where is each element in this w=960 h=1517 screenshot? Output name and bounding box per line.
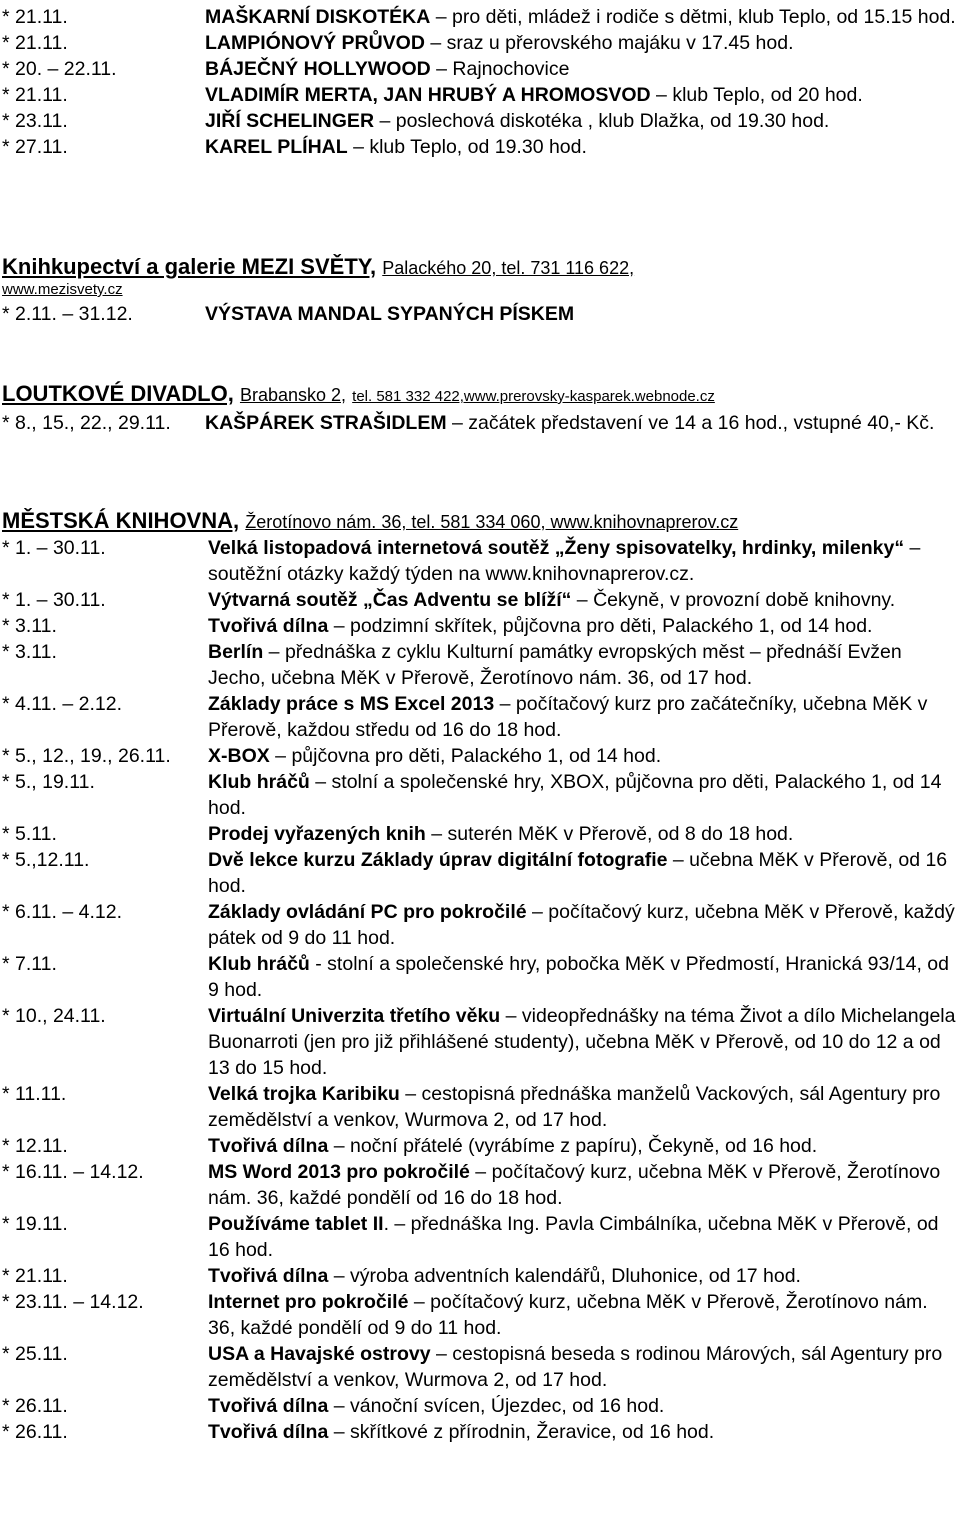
event-row <box>0 4 960 30</box>
event-date: * 21.11. <box>2 84 68 106</box>
event-title: Prodej vyřazených knih <box>208 823 426 845</box>
event-title: Internet pro pokročilé <box>208 1291 409 1313</box>
event-date: * 16.11. – 14.12. <box>2 1161 144 1183</box>
event-text: MS Word 2013 pro pokročilé – počítačový kurz, učebna MěK v Přerově, Žerotínovo nám. 36, každé pondělí od 16 do 18 hod. <box>208 1161 941 1209</box>
event-title: KAREL PLÍHAL <box>205 136 348 158</box>
event-text: Velká listopadová internetová soutěž „Ženy spisovatelky, hrdinky, milenky“ – soutěžní otázky každý týden na www.knihovnaprerov.cz. <box>208 537 921 585</box>
event-row <box>0 769 960 821</box>
event-text: Velká trojka Karibiku – cestopisná přednáška manželů Vackových, sál Agentury pro zemědělství a venkov, Wurmova 2, od 17 hod. <box>208 1083 941 1131</box>
venue-address: Brabansko 2, <box>239 385 347 405</box>
event-text: Internet pro pokročilé – počítačový kurz, učebna MěK v Přerově, Žerotínovo nám. 36, každé pondělí od 9 do 11 hod. <box>208 1291 928 1339</box>
event-title: Berlín <box>208 641 264 663</box>
event-text: Prodej vyřazených knih – suterén MěK v Přerově, od 8 do 18 hod. <box>208 823 794 845</box>
event-date: * 20. – 22.11. <box>2 58 117 80</box>
event-date: * 21.11. <box>2 1265 68 1287</box>
event-date: * 19.11. <box>2 1213 68 1235</box>
event-row <box>0 639 960 691</box>
event-title: Tvořivá dílna <box>208 615 329 637</box>
event-date: * 10., 24.11. <box>2 1005 106 1027</box>
event-date: * 5., 19.11. <box>2 771 95 793</box>
event-text: X-BOX – půjčovna pro děti, Palackého 1, od 14 hod. <box>208 745 662 767</box>
event-description: noční přátelé (vyrábíme z papíru), Čekyně, od 16 hod. <box>349 1135 818 1157</box>
event-text: Dvě lekce kurzu Základy úprav digitální fotografie – učebna MěK v Přerově, od 16 hod. <box>208 849 948 897</box>
event-row <box>0 82 960 108</box>
event-row <box>0 821 960 847</box>
event-row <box>0 134 960 160</box>
venue-info: Palackého 20, tel. 731 116 622, <box>382 258 635 278</box>
event-title: MS Word 2013 pro pokročilé <box>208 1161 470 1183</box>
event-description: počítačový kurz, učebna MěK v Přerově, Žerotínovo nám. 36, každé pondělí od 16 do 18 hod. <box>208 1161 941 1209</box>
event-row <box>0 108 960 134</box>
event-date: * 6.11. – 4.12. <box>2 901 122 923</box>
event-description: vánoční svícen, Újezdec, od 16 hod. <box>349 1395 665 1417</box>
event-date: * 1. – 30.11. <box>2 537 106 559</box>
event-text: Klub hráčů – stolní a společenské hry, XBOX, půjčovna pro děti, Palackého 1, od 14 hod. <box>208 771 942 819</box>
event-title: Základy práce s MS Excel 2013 <box>208 693 495 715</box>
event-text: Virtuální Univerzita třetího věku – videopřednášky na téma Život a dílo Michelangela Buonarroti (jen pro již přihlášené studenty), učebna MěK v Přerově, od 10 do 12 a od 13 do 15 hod. <box>208 1005 956 1079</box>
event-row <box>0 535 960 587</box>
venue-name: MĚSTSKÁ KNIHOVNA, <box>2 508 240 533</box>
event-date: * 23.11. – 14.12. <box>2 1291 144 1313</box>
venue-name: Knihkupectví a galerie MEZI SVĚTY, <box>2 254 377 279</box>
event-text: Základy práce s MS Excel 2013 – počítačový kurz pro začátečníky, učebna MěK v Přerově, každou středu od 16 do 18 hod. <box>208 693 928 741</box>
event-description: pro děti, mládež i rodiče s dětmi, klub Teplo, od 15.15 hod. <box>452 6 956 28</box>
library-section <box>0 508 960 1445</box>
event-title: Velká trojka Karibiku <box>208 1083 400 1105</box>
event-date: * 12.11. <box>2 1135 68 1157</box>
event-list <box>0 4 960 160</box>
events-section <box>0 4 960 160</box>
event-title: Klub hráčů <box>208 771 310 793</box>
event-text <box>205 301 960 327</box>
event-title: Tvořivá dílna <box>208 1265 329 1287</box>
event-text: MAŠKARNÍ DISKOTÉKA – pro děti, mládež i rodiče s dětmi, klub Teplo, od 15.15 hod. <box>205 6 956 28</box>
event-description: Čekyně, v provozní době knihovny. <box>593 589 896 611</box>
event-title: USA a Havajské ostrovy <box>208 1343 431 1365</box>
venue-heading <box>0 508 960 535</box>
event-text <box>208 951 960 1003</box>
event-date: * 4.11. – 2.12. <box>2 693 122 715</box>
event-row <box>0 30 960 56</box>
event-date: * 3.11. <box>2 615 57 637</box>
event-text: KAŠPÁREK STRAŠIDLEM – začátek představení ve 14 a 16 hod., vstupné 40,- Kč. <box>205 412 935 434</box>
event-date: * 25.11. <box>2 1343 68 1365</box>
venue-heading <box>0 381 960 410</box>
event-list <box>0 301 960 327</box>
event-row <box>0 410 960 436</box>
event-description: skřítkové z přírodnin, Žeravice, od 16 hod. <box>349 1421 715 1443</box>
event-row <box>0 847 960 899</box>
event-date: * 3.11. <box>2 641 57 663</box>
event-description: klub Teplo, od 19.30 hod. <box>369 136 587 158</box>
event-row <box>0 301 960 327</box>
event-row <box>0 1211 960 1263</box>
event-description: poslechová diskotéka , klub Dlažka, od 19.30 hod. <box>395 110 830 132</box>
event-text: LAMPIÓNOVÝ PRŮVOD – sraz u přerovského majáku v 17.45 hod. <box>205 32 794 54</box>
event-date: * 11.11. <box>2 1083 67 1105</box>
event-description: suterén MěK v Přerově, od 8 do 18 hod. <box>447 823 794 845</box>
event-title: Výtvarná soutěž „Čas Adventu se blíží“ <box>208 589 572 611</box>
event-row <box>0 691 960 743</box>
event-text: Berlín – přednáška z cyklu Kulturní památky evropských měst – přednáší Evžen Jecho, učebna MěK v Přerově, Žerotínovo nám. 36, od 17 hod. <box>208 641 902 689</box>
event-list <box>0 410 960 436</box>
event-text: Tvořivá dílna – vánoční svícen, Újezdec, od 16 hod. <box>208 1395 665 1417</box>
event-title: Klub hráčů <box>208 953 310 975</box>
event-description: Rajnochovice <box>452 58 570 80</box>
event-title: MAŠKARNÍ DISKOTÉKA <box>205 6 431 28</box>
event-row <box>0 899 960 951</box>
event-text: Tvořivá dílna – skřítkové z přírodnin, Žeravice, od 16 hod. <box>208 1421 715 1443</box>
event-row <box>0 1263 960 1289</box>
event-row <box>0 1081 960 1133</box>
bookstore-section <box>0 254 960 327</box>
event-text: KAREL PLÍHAL – klub Teplo, od 19.30 hod. <box>205 136 587 158</box>
event-date: * 21.11. <box>2 6 68 28</box>
event-text: Tvořivá dílna – podzimní skřítek, půjčovna pro děti, Palackého 1, od 14 hod. <box>208 615 873 637</box>
event-text <box>208 1211 960 1263</box>
event-text: VLADIMÍR MERTA, JAN HRUBÝ A HROMOSVOD – klub Teplo, od 20 hod. <box>205 84 863 106</box>
event-title: Používáme tablet II <box>208 1213 384 1235</box>
venue-info: Žerotínovo nám. 36, tel. 581 334 060, www.knihovnaprerov.cz <box>245 512 739 532</box>
event-date: * 26.11. <box>2 1395 68 1417</box>
event-description: počítačový kurz pro začátečníky, učebna MěK v Přerově, každou středu od 16 do 18 hod. <box>208 693 928 741</box>
event-list <box>0 535 960 1445</box>
event-description: soutěžní otázky každý týden na www.knihovnaprerov.cz. <box>208 563 695 585</box>
event-title: BÁJEČNÝ HOLLYWOOD <box>205 58 431 80</box>
event-row <box>0 613 960 639</box>
puppet-theatre-section <box>0 381 960 436</box>
event-row <box>0 1003 960 1081</box>
event-row <box>0 743 960 769</box>
event-description: půjčovna pro děti, Palackého 1, od 14 hod. <box>291 745 662 767</box>
event-title: LAMPIÓNOVÝ PRŮVOD <box>205 32 425 54</box>
event-description: začátek představení ve 14 a 16 hod., vstupné 40,- Kč. <box>468 412 935 434</box>
event-title: Tvořivá dílna <box>208 1395 329 1417</box>
event-title: VÝSTAVA MANDAL SYPANÝCH PÍSKEM <box>205 303 575 325</box>
event-date: * 21.11. <box>2 32 68 54</box>
event-title: VLADIMÍR MERTA, JAN HRUBÝ A HROMOSVOD <box>205 84 651 106</box>
venue-website-link[interactable]: www.mezisvety.cz <box>2 281 123 298</box>
event-title: JIŘÍ SCHELINGER <box>205 110 375 132</box>
event-description: cestopisná beseda s rodinou Márových, sál Agentury pro zemědělství a venkov, Wurmova 2, od 17 hod. <box>208 1343 943 1391</box>
event-date: * 26.11. <box>2 1421 68 1443</box>
venue-info: tel. 581 332 422,www.prerovsky-kasparek.webnode.cz <box>352 388 715 405</box>
event-description: stolní a společenské hry, XBOX, půjčovna pro děti, Palackého 1, od 14 hod. <box>208 771 942 819</box>
event-title: Tvořivá dílna <box>208 1421 329 1443</box>
event-row <box>0 587 960 613</box>
event-date: * 8., 15., 22., 29.11. <box>2 412 171 434</box>
event-date: * 7.11. <box>2 953 57 975</box>
event-title: X-BOX <box>208 745 270 767</box>
event-date: * 27.11. <box>2 136 68 158</box>
venue-name: LOUTKOVÉ DIVADLO, <box>2 381 234 406</box>
event-description: učebna MěK v Přerově, od 16 hod. <box>208 849 948 897</box>
event-row <box>0 1341 960 1393</box>
event-row <box>0 951 960 1003</box>
event-description: podzimní skřítek, půjčovna pro děti, Palackého 1, od 14 hod. <box>349 615 873 637</box>
event-row <box>0 1419 960 1445</box>
event-text: Tvořivá dílna – noční přátelé (vyrábíme z papíru), Čekyně, od 16 hod. <box>208 1135 818 1157</box>
event-description: výroba adventních kalendářů, Dluhonice, od 17 hod. <box>349 1265 801 1287</box>
event-title: Dvě lekce kurzu Základy úprav digitální fotografie <box>208 849 668 871</box>
event-title: KAŠPÁREK STRAŠIDLEM <box>205 412 447 434</box>
event-description: cestopisná přednáška manželů Vackových, sál Agentury pro zemědělství a venkov, Wurmova 2, od 17 hod. <box>208 1083 941 1131</box>
event-date: * 5., 12., 19., 26.11. <box>2 745 171 767</box>
event-text: Výtvarná soutěž „Čas Adventu se blíží“ – Čekyně, v provozní době knihovny. <box>208 589 896 611</box>
event-date: * 5.,12.11. <box>2 849 90 871</box>
event-date: * 1. – 30.11. <box>2 589 106 611</box>
event-date: * 2.11. – 31.12. <box>2 303 133 325</box>
event-text: Tvořivá dílna – výroba adventních kalendářů, Dluhonice, od 17 hod. <box>208 1265 801 1287</box>
event-description: sraz u přerovského majáku v 17.45 hod. <box>446 32 794 54</box>
event-description: . – přednáška Ing. Pavla Cimbálníka, učebna MěK v Přerově, od 16 hod. <box>208 1213 939 1261</box>
event-description: přednáška z cyklu Kulturní památky evropských měst – přednáší Evžen Jecho, učebna MěK v Přerově, Žerotínovo nám. 36, od 17 hod. <box>208 641 902 689</box>
event-date: * 23.11. <box>2 110 68 132</box>
event-title: Velká listopadová internetová soutěž „Ženy spisovatelky, hrdinky, milenky“ <box>208 537 905 559</box>
event-text: USA a Havajské ostrovy – cestopisná beseda s rodinou Márových, sál Agentury pro zemědělství a venkov, Wurmova 2, od 17 hod. <box>208 1343 943 1391</box>
event-row <box>0 1133 960 1159</box>
event-date: * 5.11. <box>2 823 57 845</box>
event-row <box>0 1393 960 1419</box>
event-title: Tvořivá dílna <box>208 1135 329 1157</box>
event-text: Základy ovládání PC pro pokročilé – počítačový kurz, učebna MěK v Přerově, každý pátek od 9 do 11 hod. <box>208 901 955 949</box>
event-description: videopřednášky na téma Život a dílo Michelangela Buonarroti (jen pro již přihlášené studenty), učebna MěK v Přerově, od 10 do 12 a od 13 do 15 hod. <box>208 1005 956 1079</box>
event-description: počítačový kurz, učebna MěK v Přerově, každý pátek od 9 do 11 hod. <box>208 901 955 949</box>
event-title: Virtuální Univerzita třetího věku <box>208 1005 501 1027</box>
venue-heading <box>0 254 960 281</box>
event-description: počítačový kurz, učebna MěK v Přerově, Žerotínovo nám. 36, každé pondělí od 9 do 11 hod. <box>208 1291 928 1339</box>
event-title: Základy ovládání PC pro pokročilé <box>208 901 527 923</box>
event-row <box>0 1159 960 1211</box>
event-description: klub Teplo, od 20 hod. <box>672 84 863 106</box>
event-text: JIŘÍ SCHELINGER – poslechová diskotéka , klub Dlažka, od 19.30 hod. <box>205 110 830 132</box>
event-row <box>0 1289 960 1341</box>
event-row <box>0 56 960 82</box>
event-text: BÁJEČNÝ HOLLYWOOD – Rajnochovice <box>205 58 570 80</box>
event-description: - stolní a společenské hry, pobočka MěK v Předmostí, Hranická 93/14, od 9 hod. <box>208 953 949 1001</box>
